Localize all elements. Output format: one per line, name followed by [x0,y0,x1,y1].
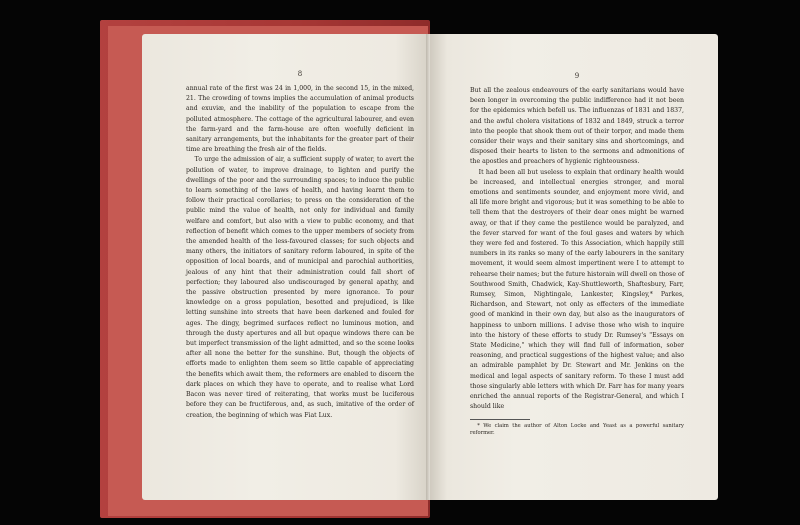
paragraph: But all the zealous endeavours of the early sanitarians would have been longer in overcoming the public indifference had it not been for the epidemics which befell us. The influenzas of 1831 and 1837, and the awful cholera visitations of 1832 and 1849, struck a terror into the people that shook them out of their torpor, and made them consider their ways and their sanitary sins and shortcomings, and disposed their hearts to listen to the sermons and admonitions of the apostles and preachers of hygienic righteousness. [470,87,684,166]
footnote-divider [470,419,530,420]
page-number: 9 [574,72,580,80]
paragraph: annual rate of the first was 24 in 1,000, in the second 15, in the mixed, 21. The crowding of towns implies the accumulation of animal products and exuviæ, and the inability of the population to escape from the polluted atmosphere. The cottage of the agricultural labourer, and even the farm-yard and the farm-house are often woefully deficient in sanitary arrangements, but the inhabitants for the greater part of their time are breathing the fresh air of the fields. [186,85,414,154]
right-page-text [470,86,684,413]
paragraph: It had been all but useless to explain that ordinary health would be increased, and intellectual energies stronger, and moral emotions and sentiments sounder, and enjoyment more vivid, and all life more bright and vigorous; but it was something to be able to tell them that the destroyers of their dear ones might be warned away, or that if they came the pestilence would be paralyzed, and the fever starved for want of the foul gases and waters by which they were fed and fostered. To this Association, which happily still numbers in its ranks so many of the early labourers in the sanitary movement, it would seem almost impertinent were I to attempt to rehearse their names; but the future historain will dwell on those of Southwood Smith, Chadwick, Kay-Shuttleworth, Shaftesbury, Farr, Rumsey, Simon, Nightingale, Lankester, Kingsley,* Parkes, Richardson, and Stewart, not only as effecters of the immediate good of mankind in their own day, but also as the inaugurators of happiness to unborn millions. I advise those who wish to inquire into the history of these efforts to study Dr. Rumsey's "Essays on State Medicine," which they will find full of information, sober reasoning, and practical suggestions of the highest value; and also an admirable pamphlet by Dr. Stewart and Mr. Jenkins on the medical and legal aspects of sanitary reform. To these I must add those singularly able letters with which Dr. Farr has for many years enriched the annual reports of the Registrar-General, and which I should like [470,168,684,411]
footnote: * We claim the author of Alton Locke and Yeast as a powerful sanitary reformer. [470,422,684,436]
page-number: 8 [297,70,303,78]
right-page [430,34,718,500]
paragraph: To urge the admission of air, a sufficient supply of water, to avert the pollution of water, to improve drainage, to lighten and purify the dwellings of the poor and the surrounding spaces; to induce the public to learn something of the laws of health, and having learnt them to follow their practical corollaries; to press on the consideration of the public mind the value of health, not only for individual and family welfare and comfort, but also with a view to public economy, and that reflection of benefit which comes to the upper members of society from the amended health of the less-favoured classes; for such objects and many others, the initiators of sanitary reform laboured, in spite of the opposition of local boards, and of municipal and parochial authorities, jealous of any hint that their administration could fall short of perfection; they laboured also undiscouraged by general apathy, and the passive obstruction presented by mere ignorance. To pour knowledge on a gross population, besotted and prejudiced, is like letting sunshine into streets that have been darkened and fouled for ages. The dingy, begrimed surfaces reflect no luminous motion, and through the dusty apertures and all but opaque windows there can be but imperfect transmission of the light admitted, and so the scene looks after all none the better for the sunshine. But, though the objects of efforts made to enlighten them seem so little capable of appreciating the benefits which await them, the reformers are enabled to discern the dark places on which they have to operate, and to realise what Lord Bacon was never tired of reiterating, that works must be luciferous before they can be fructiferous, and, as such, imitative of the order of creation, the beginning of which was Fiat Lux. [186,156,414,419]
left-page-text [186,84,414,421]
left-page [142,34,430,500]
